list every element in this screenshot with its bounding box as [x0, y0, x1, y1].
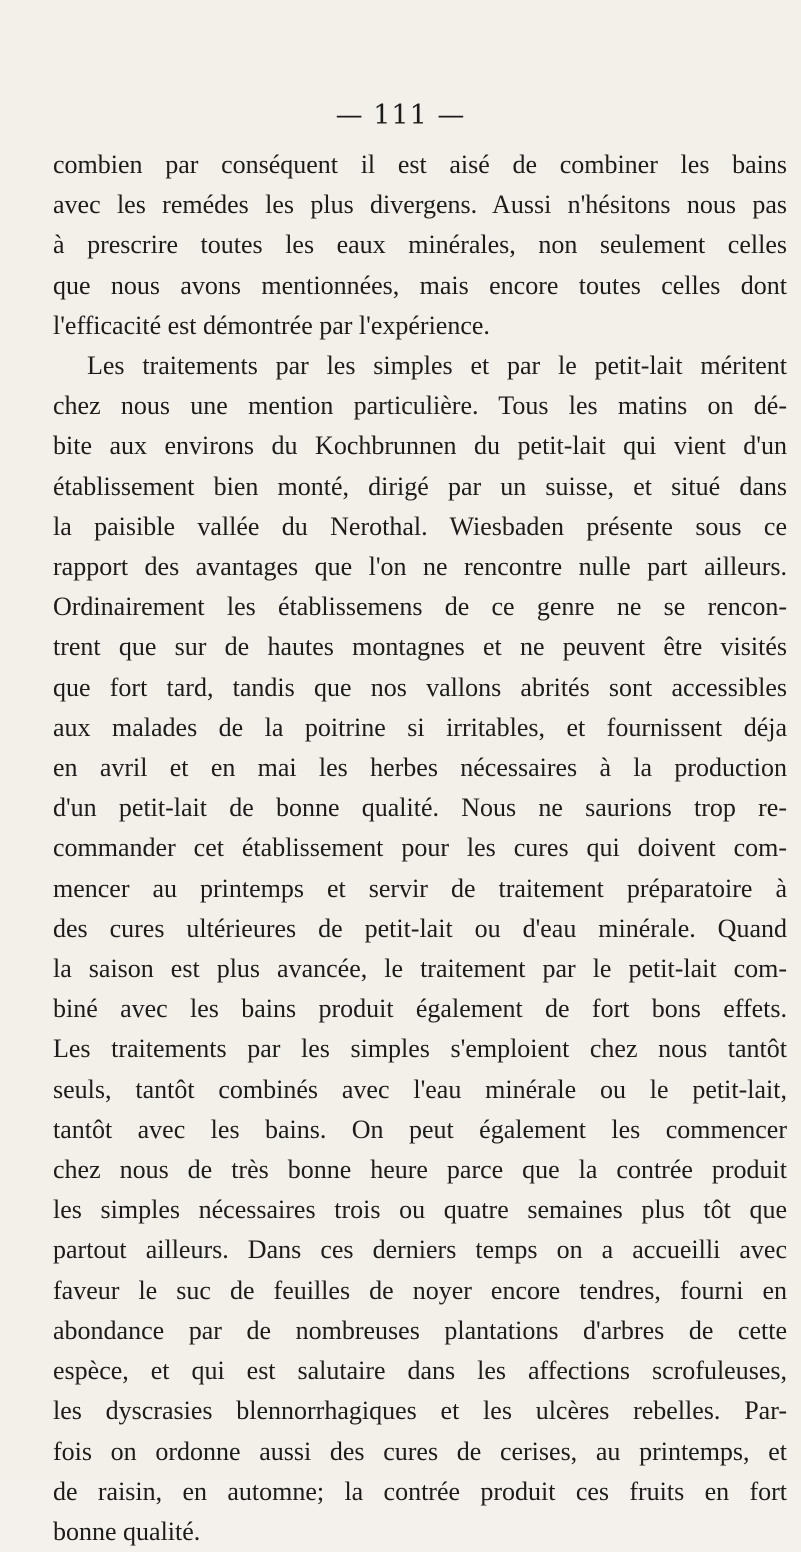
text-line: à prescrire toutes les eaux minérales, non seulement celles [53, 230, 787, 260]
text-line: établissement bien monté, dirigé par un suisse, et situé dans [53, 471, 787, 501]
body-text [53, 145, 787, 1552]
text-line: l'efficacité est démontrée par l'expérience. [53, 310, 490, 340]
text-line: bonne qualité. [53, 1516, 201, 1546]
text-line: espèce, et qui est salutaire dans les affections scrofuleuses, [53, 1356, 787, 1386]
text-line: que nous avons mentionnées, mais encore toutes celles dont [53, 270, 787, 300]
text-line: combien par conséquent il est aisé de combiner les bains [53, 150, 787, 179]
page-number-header: — 111 — [335, 100, 466, 131]
text-line: faveur le suc de feuilles de noyer encore tendres, fourni en [53, 1275, 787, 1305]
text-line: les simples nécessaires trois ou quatre semaines plus tôt que [53, 1195, 787, 1225]
text-line: seuls, tantôt combinés avec l'eau minérale ou le petit-lait, [53, 1074, 787, 1104]
text-line: chez nous de très bonne heure parce que la contrée produit [53, 1155, 787, 1185]
text-line: Les traitements par les simples s'emploient chez nous tantôt [53, 1034, 787, 1064]
text-line: rapport des avantages que l'on ne rencontre nulle part ailleurs. [53, 552, 787, 582]
text-line: bite aux environs du Kochbrunnen du petit-lait qui vient d'un [53, 431, 787, 461]
text-line: avec les remédes les plus divergens. Aussi n'hésitons nous pas [53, 190, 787, 220]
text-line: partout ailleurs. Dans ces derniers temps on a accueilli avec [53, 1235, 787, 1265]
text-line: que fort tard, tandis que nos vallons abrités sont accessibles [53, 672, 787, 702]
text-line: les dyscrasies blennorrhagiques et les ulcères rebelles. Par- [53, 1396, 787, 1426]
text-line: fois on ordonne aussi des cures de cerises, au printemps, et [53, 1436, 787, 1466]
text-line: des cures ultérieures de petit-lait ou d'eau minérale. Quand [53, 913, 787, 943]
text-line: la saison est plus avancée, le traitement par le petit-lait com- [53, 954, 787, 984]
text-line: commander cet établissement pour les cures qui doivent com- [53, 833, 787, 863]
text-line: Les traitements par les simples et par le petit-lait méritent [87, 351, 787, 381]
text-line: aux malades de la poitrine si irritables, et fournissent déja [53, 712, 787, 742]
text-line: Ordinairement les établissemens de ce genre ne se rencon- [53, 592, 787, 622]
text-line: de raisin, en automne; la contrée produit ces fruits en fort [53, 1476, 787, 1506]
text-line: mencer au printemps et servir de traitement préparatoire à [53, 873, 787, 903]
text-line: en avril et en mai les herbes nécessaires à la production [53, 753, 787, 783]
text-line: biné avec les bains produit également de fort bons effets. [53, 994, 787, 1024]
text-line: trent que sur de hautes montagnes et ne peuvent être visités [53, 632, 787, 662]
text-line: abondance par de nombreuses plantations d'arbres de cette [53, 1315, 787, 1345]
text-line: d'un petit-lait de bonne qualité. Nous ne saurions trop re- [53, 793, 787, 823]
text-line: tantôt avec les bains. On peut également les commencer [53, 1114, 787, 1144]
text-line: chez nous une mention particulière. Tous les matins on dé- [53, 391, 787, 421]
text-line: la paisible vallée du Nerothal. Wiesbaden présente sous ce [53, 511, 787, 541]
